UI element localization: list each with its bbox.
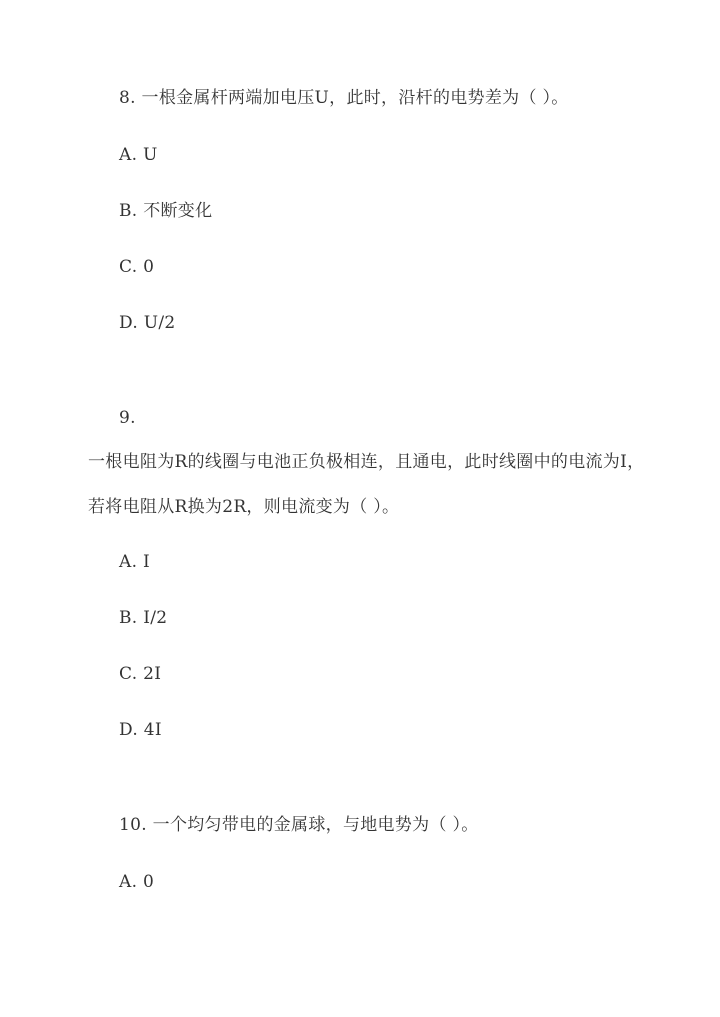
question-9-number: 9. — [119, 408, 136, 428]
question-9-option-b: B. I/2 — [119, 608, 168, 628]
question-8-option-a: A. U — [119, 145, 158, 165]
question-8-option-d: D. U/2 — [119, 313, 176, 333]
question-9-stem-line-1: 一根电阻为R的线圈与电池正负极相连，且通电，此时线圈中的电流为I， — [88, 452, 645, 472]
question-10-option-a: A. 0 — [119, 872, 155, 892]
question-8-stem: 8. 一根金属杆两端加电压U，此时，沿杆的电势差为（ ）。 — [119, 88, 569, 108]
question-10-stem: 10. 一个均匀带电的金属球，与地电势为（ ）。 — [119, 815, 479, 835]
question-9-option-c: C. 2I — [119, 664, 162, 684]
question-9-option-d: D. 4I — [119, 720, 162, 740]
question-8-option-c: C. 0 — [119, 257, 155, 277]
question-9-stem-line-2: 若将电阻从R换为2R，则电流变为（ ）。 — [88, 497, 400, 517]
question-8-option-b: B. 不断变化 — [119, 201, 213, 221]
question-9-option-a: A. I — [119, 552, 150, 572]
